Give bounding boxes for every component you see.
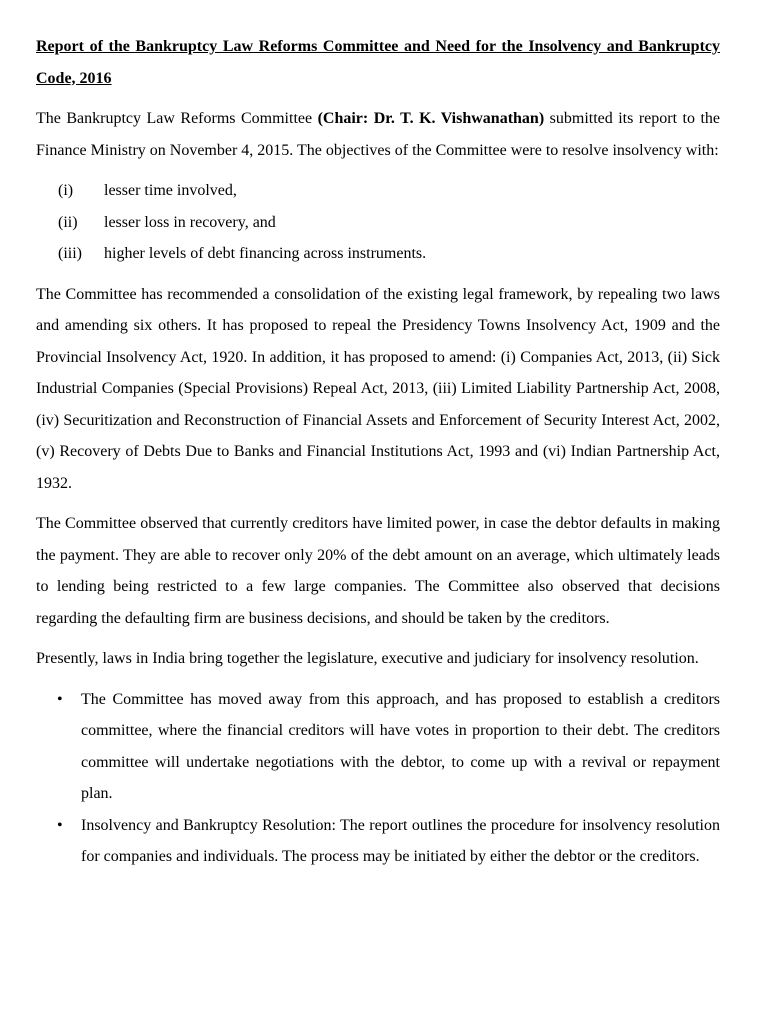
list-item-text: Insolvency and Bankruptcy Resolution: The report outlines the procedure for insolvency resolution for companies and individuals. The process may be initiated by either the debtor or the creditors. bbox=[81, 816, 720, 865]
chair-name: (Chair: Dr. T. K. Vishwanathan) bbox=[317, 110, 545, 127]
list-item bbox=[36, 684, 720, 810]
present-laws-paragraph: Presently, laws in India bring together the legislature, executive and judiciary for insolvency resolution. bbox=[36, 650, 699, 667]
list-item bbox=[36, 175, 720, 207]
legal-framework-paragraph: The Committee has recommended a consolidation of the existing legal framework, by repealing two laws and amending six others. It has proposed to repeal the Presidency Towns Insolvency Act, 1909 and the Provincial Insolvency Act, 1920. In addition, it has proposed to amend: (i) Companies Act, 2013, (ii) Sick Industrial Companies (Special Provisions) Repeal Act, 2013, (iii) Limited Liability Partnership Act, 2008, (iv) Securitization and Reconstruction of Financial Assets and Enforcement of Security Interest Act, 2002, (v) Recovery of Debts Due to Banks and Financial Institutions Act, 1993 and (vi) Indian Partnership Act, 1932. bbox=[36, 285, 720, 492]
bullet-icon: • bbox=[57, 690, 63, 708]
list-item-number: (ii) bbox=[58, 213, 78, 231]
recommendations-list bbox=[36, 684, 720, 873]
creditors-power-paragraph: The Committee observed that currently creditors have limited power, in case the debtor defaults in making the payment. They are able to recover only 20% of the debt amount on an average, which ultimately leads to lending being restricted to a few large companies. The Committee also observed that decisions regarding the defaulting firm are business decisions, and should be taken by the creditors. bbox=[36, 515, 720, 627]
intro-text-after: submitted its report to the Finance Ministry on November 4, 2015. The objectives of the Committee were to resolve insolvency with: bbox=[36, 110, 720, 159]
list-item-number: (iii) bbox=[58, 245, 82, 262]
list-item-text: lesser time involved, bbox=[104, 182, 237, 199]
list-item-text: The Committee has moved away from this approach, and has proposed to establish a creditors committee, where the financial creditors will have votes in proportion to their debt. The creditors committee will undertake negotiations with the debtor, to come up with a revival or repayment plan. bbox=[81, 690, 720, 802]
intro-text-before: The Bankruptcy Law Reforms Committee bbox=[36, 110, 318, 127]
list-item-number: (i) bbox=[58, 182, 74, 199]
bullet-icon: • bbox=[57, 816, 63, 834]
document-title-text: Report of the Bankruptcy Law Reforms Committee and Need for the Insolvency and Bankruptcy Code, 2016 bbox=[36, 38, 720, 87]
list-item bbox=[36, 238, 720, 270]
list-item bbox=[36, 207, 720, 239]
list-item-text: higher levels of debt financing across instruments. bbox=[104, 245, 427, 262]
list-item-text: lesser loss in recovery, and bbox=[104, 213, 276, 231]
list-item bbox=[36, 810, 720, 873]
intro-paragraph bbox=[36, 103, 720, 166]
objectives-list bbox=[36, 175, 720, 270]
document-title bbox=[36, 31, 720, 94]
